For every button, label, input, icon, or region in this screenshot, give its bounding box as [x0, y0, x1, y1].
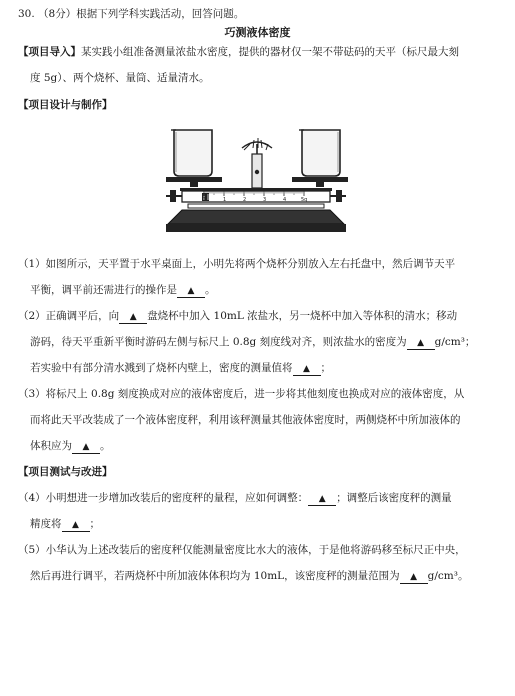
pointer-dial — [242, 138, 272, 188]
answer-blank-2[interactable]: ▲ — [119, 312, 147, 324]
right-beaker — [299, 130, 340, 176]
q1-text-b: 。 — [205, 284, 216, 296]
design-tag: 【项目设计与制作】 — [18, 99, 113, 111]
q1-text-a: 平衡，调平前还需进行的操作是 — [30, 284, 177, 296]
q2-line-1 — [18, 308, 505, 324]
q4-text-d: ； — [89, 518, 100, 530]
scale-label-1: 1 — [223, 197, 227, 203]
intro-line-2: 度 5g）、两个烧杯、量筒、适量清水。 — [30, 72, 210, 84]
answer-blank-8[interactable]: ▲ — [400, 572, 428, 584]
q4-text-b: ；调整后该密度秤的测量 — [336, 492, 452, 504]
scale-label-2: 2 — [243, 197, 247, 203]
intro-line-1 — [18, 44, 505, 59]
balance-beam — [182, 191, 330, 203]
q3-text-b: 。 — [100, 440, 111, 452]
balance-nut-left — [166, 190, 182, 202]
q5-line-1: （5）小华认为上述改装后的密度秤仅能测量密度比水大的液体，于是他将游码移至标尺正中央， — [18, 544, 466, 556]
q4-line-2 — [30, 516, 505, 532]
answer-blank-3[interactable]: ▲ — [407, 338, 435, 350]
q5-text-b: g/cm³。 — [427, 570, 469, 582]
answer-blank-7[interactable]: ▲ — [62, 520, 90, 532]
q2-text-f: ； — [320, 362, 331, 374]
page-title: 巧测液体密度 — [224, 26, 291, 39]
question-header: 30. （8分）根据下列学科实践活动，回答问题。 — [18, 8, 245, 20]
intro-tag: 【项目导入】 — [18, 46, 81, 58]
scale-label-4: 4 — [283, 197, 287, 203]
q2-line-3 — [30, 360, 505, 376]
q2-text-b: 盘烧杯中加入 10mL 浓盐水，另一烧杯中加入等体积的清水；移动 — [147, 310, 458, 322]
q4-text-a: （4）小明想进一步增加改装后的密度秤的量程，应如何调整： — [18, 492, 309, 504]
intro-text-1: 某实践小组准备测量浓盐水密度，提供的器材仅一架不带砝码的天平（标尺最大刻 — [81, 46, 459, 58]
balance-nut-right — [330, 190, 346, 202]
q3-line-3 — [30, 438, 505, 454]
q5-text-a: 然后再进行调平，若两烧杯中所加液体体积均为 10mL，该密度秤的测量范围为 — [30, 570, 400, 582]
q2-text-d: g/cm³； — [434, 336, 476, 348]
answer-blank-5[interactable]: ▲ — [72, 442, 100, 454]
q1-line-2 — [30, 282, 505, 298]
q2-line-2 — [30, 334, 505, 350]
q2-text-c: 游码，待天平重新平衡时游码左侧与标尺上 0.8g 刻度线对齐，则浓盐水的密度为 — [30, 336, 407, 348]
scale-label-3: 3 — [263, 197, 267, 203]
balance-figure — [152, 124, 360, 238]
test-tag: 【项目测试与改进】 — [18, 466, 113, 478]
q5-line-2 — [30, 568, 505, 584]
q2-text-e: 若实验中有部分清水溅到了烧杯内壁上，密度的测量值将 — [30, 362, 293, 374]
scale-label-0: 0 — [202, 197, 206, 203]
answer-blank-1[interactable]: ▲ — [177, 286, 205, 298]
q3-line-1: （3）将标尺上 0.8g 刻度换成对应的液体密度后，进一步将其他刻度也换成对应的液体密度，从 — [18, 388, 465, 400]
left-beaker — [171, 130, 212, 176]
q4-line-1 — [18, 490, 505, 506]
q4-text-c: 精度将 — [30, 518, 62, 530]
scale-label-5: 5g — [301, 197, 308, 203]
q1-line-1: （1）如图所示，天平置于水平桌面上，小明先将两个烧杯分别放入左右托盘中，然后调节天平 — [18, 258, 456, 270]
q2-text-a: （2）正确调平后，向 — [18, 310, 120, 322]
q3-line-2: 而将此天平改装成了一个液体密度秤，利用该秤测量其他液体密度时，两侧烧杯中所加液体的 — [30, 414, 461, 426]
q3-text-a: 体积应为 — [30, 440, 72, 452]
answer-blank-6[interactable]: ▲ — [308, 494, 336, 506]
answer-blank-4[interactable]: ▲ — [293, 364, 321, 376]
